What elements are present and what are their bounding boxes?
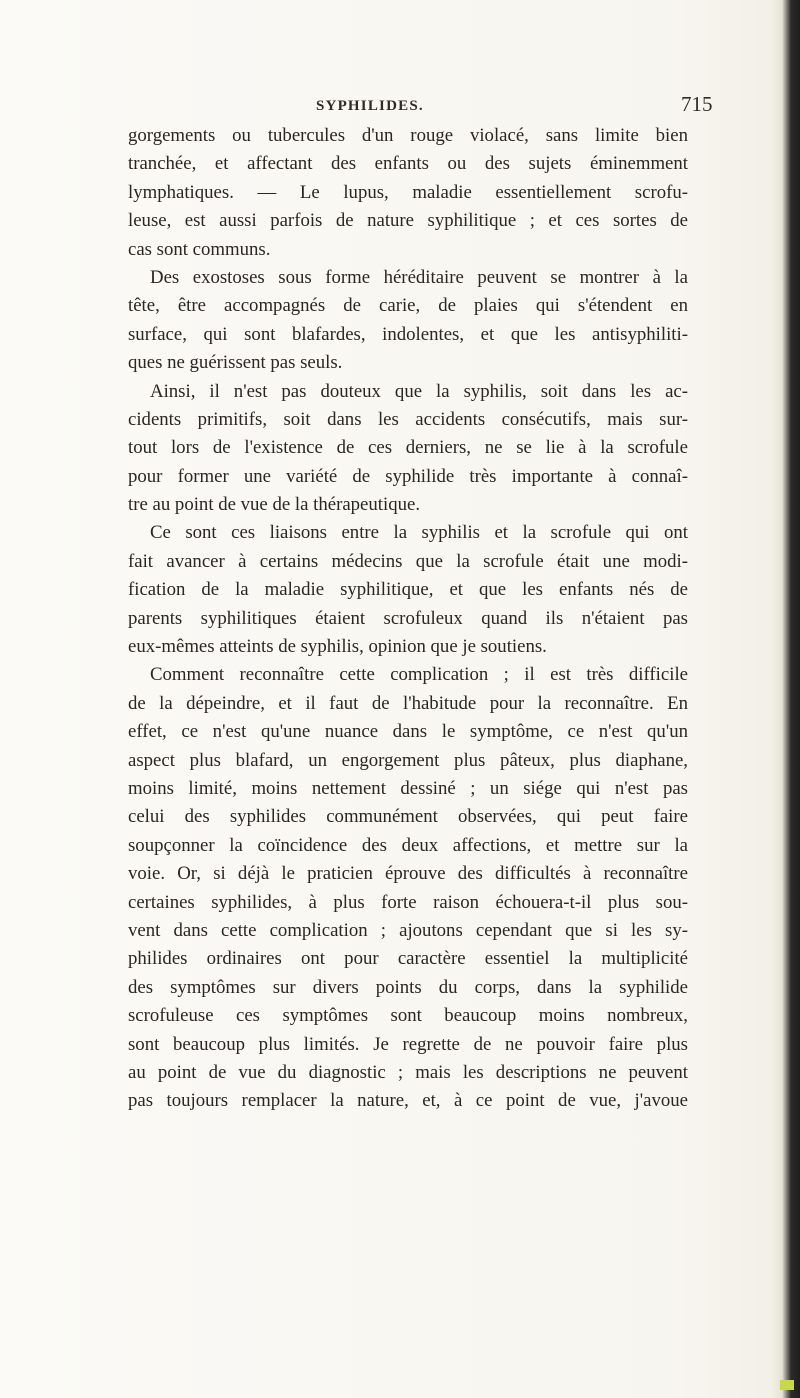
text-line: de la dépeindre, et il faut de l'habitude pour la reconnaître. En bbox=[128, 692, 688, 714]
running-head: SYPHILIDES. bbox=[316, 98, 424, 114]
text-line: tête, être accompagnés de carie, de plaies qui s'étendent en bbox=[128, 295, 688, 317]
body-text bbox=[128, 122, 688, 1116]
color-tab bbox=[780, 1380, 794, 1390]
text-line: des symptômes sur divers points du corps, dans la syphilide bbox=[128, 976, 688, 998]
text-line: celui des syphilides communément observées, qui peut faire bbox=[128, 806, 688, 828]
text-line: surface, qui sont blafardes, indolentes, et que les antisyphiliti- bbox=[128, 323, 688, 345]
text-line: Ainsi, il n'est pas douteux que la syphilis, soit dans les ac- bbox=[150, 380, 688, 402]
text-line: leuse, est aussi parfois de nature syphilitique ; et ces sortes de bbox=[128, 210, 688, 232]
page-number: 715 bbox=[681, 92, 713, 116]
text-line: lymphatiques. — Le lupus, maladie essentiellement scrofu- bbox=[128, 181, 688, 203]
text-line: parents syphilitiques étaient scrofuleux quand ils n'étaient pas bbox=[128, 607, 688, 629]
text-line: Comment reconnaître cette complication ; il est très difficile bbox=[150, 664, 688, 686]
text-line: cidents primitifs, soit dans les accidents consécutifs, mais sur- bbox=[128, 408, 688, 430]
text-line: fication de la maladie syphilitique, et que les enfants nés de bbox=[128, 579, 688, 601]
text-line: au point de vue du diagnostic ; mais les descriptions ne peuvent bbox=[128, 1061, 688, 1083]
text-line: philides ordinaires ont pour caractère essentiel la multiplicité bbox=[128, 948, 688, 970]
page-header bbox=[0, 92, 800, 122]
text-line: scrofuleuse ces symptômes sont beaucoup moins nombreux, bbox=[128, 1005, 688, 1027]
text-line: Ce sont ces liaisons entre la syphilis et la scrofule qui ont bbox=[150, 522, 688, 544]
binding-edge bbox=[770, 0, 800, 1398]
text-line: cas sont communs. bbox=[128, 238, 271, 260]
text-line: tout lors de l'existence de ces derniers, ne se lie à la scrofule bbox=[128, 437, 688, 459]
text-line: sont beaucoup plus limités. Je regrette de ne pouvoir faire plus bbox=[128, 1033, 688, 1055]
text-line: gorgements ou tubercules d'un rouge violacé, sans limite bien bbox=[128, 125, 688, 146]
text-line: tranchée, et affectant des enfants ou des sujets éminemment bbox=[128, 153, 688, 175]
text-line: pour former une variété de syphilide très importante à connaî- bbox=[128, 465, 688, 487]
text-line: vent dans cette complication ; ajoutons cependant que si les sy- bbox=[128, 919, 688, 941]
text-line: Des exostoses sous forme héréditaire peuvent se montrer à la bbox=[150, 266, 688, 288]
text-line: effet, ce n'est qu'une nuance dans le symptôme, ce n'est qu'un bbox=[128, 721, 688, 743]
text-line: tre au point de vue de la thérapeutique. bbox=[128, 494, 421, 516]
text-line: eux-mêmes atteints de syphilis, opinion que je soutiens. bbox=[128, 636, 547, 658]
text-line: pas toujours remplacer la nature, et, à ce point de vue, j'avoue bbox=[128, 1090, 688, 1112]
text-line: certaines syphilides, à plus forte raison échouera-t-il plus sou- bbox=[128, 891, 688, 913]
text-line: voie. Or, si déjà le praticien éprouve des difficultés à reconnaître bbox=[128, 863, 688, 885]
text-line: soupçonner la coïncidence des deux affections, et mettre sur la bbox=[128, 834, 688, 856]
text-line: aspect plus blafard, un engorgement plus pâteux, plus diaphane, bbox=[128, 749, 688, 771]
text-line: moins limité, moins nettement dessiné ; un siége qui n'est pas bbox=[128, 777, 688, 799]
text-line: fait avancer à certains médecins que la scrofule était une modi- bbox=[128, 550, 688, 572]
text-line: ques ne guérissent pas seuls. bbox=[128, 352, 343, 374]
